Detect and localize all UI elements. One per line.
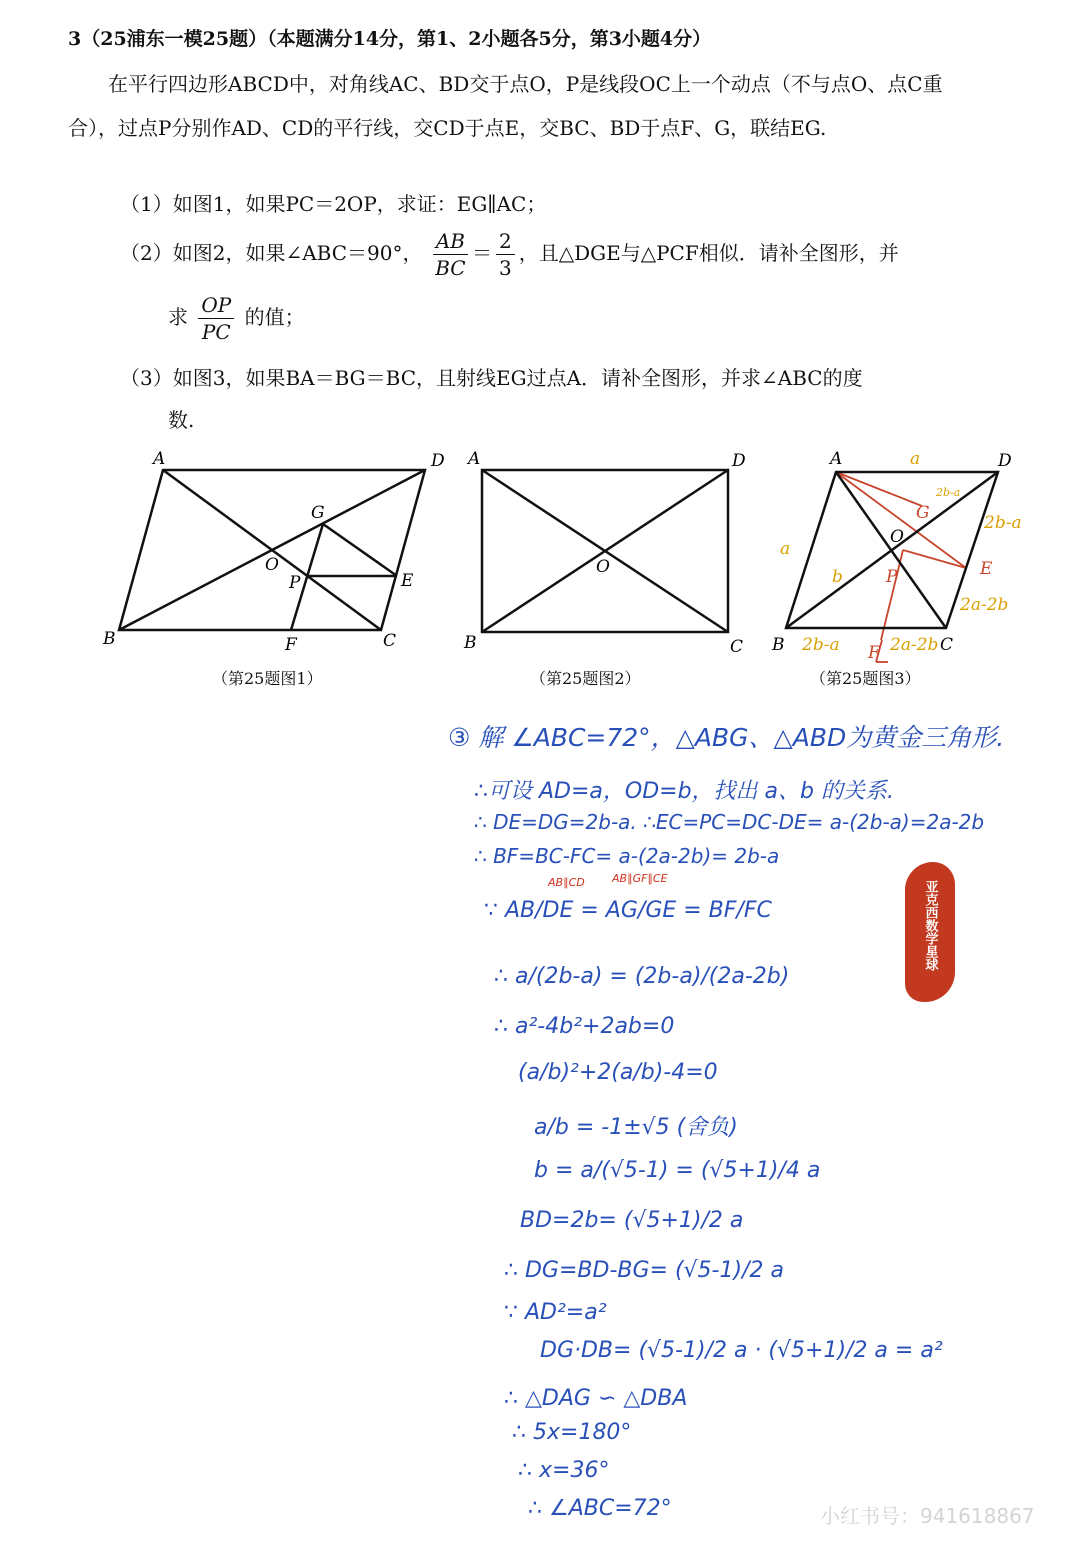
seal-stamp-text: 亚克西数学星球 [922, 880, 938, 971]
solution-line-14: DG·DB= (√5-1)/2 a · (√5+1)/2 a = a² [540, 1338, 943, 1363]
fig3-label-f: F [868, 643, 880, 663]
q2-op: OP [198, 292, 234, 319]
side-note-1: AB∥CD [548, 876, 585, 889]
solution-line-6: ∴ a/(2b-a) = (2b-a)/(2a-2b) [494, 964, 790, 989]
problem-title: 3（25浦东一模25题）（本题满分14分，第1、2小题各5分，第3小题4分） [68, 28, 712, 50]
fig1-label-c: C [383, 631, 397, 651]
fig3-label-e: E [980, 559, 993, 579]
solution-line-12: ∴ DG=BD-BG= (√5-1)/2 a [504, 1258, 784, 1283]
figure-2-caption: （第25题图2） [530, 669, 641, 688]
fig3-annot-de: 2b-a [984, 513, 1022, 533]
solution-line-10: b = a/(√5-1) = (√5+1)/4 a [534, 1158, 821, 1183]
fig2-label-o: O [596, 557, 610, 577]
fig3-annot-fc: 2a-2b [890, 635, 939, 655]
fig1-label-e: E [401, 571, 414, 591]
q2-line2-suffix: 的值； [244, 305, 305, 329]
fig3-annot-ad: a [910, 449, 921, 469]
q2-prefix: （2）如图2，如果∠ABC＝90°， [120, 241, 423, 265]
question-1: （1）如图1，如果PC＝2OP，求证：EG∥AC； [120, 192, 547, 216]
question-3: （3）如图3，如果BA＝BG＝BC，且射线EG过点A．请补全图形，并求∠ABC的度 [120, 366, 863, 390]
fig1-label-b: B [103, 629, 116, 649]
figure-2 [460, 440, 760, 660]
solution-line-15: ∴ △DAG ∽ △DBA [504, 1386, 688, 1411]
fig3-label-p: P [886, 567, 898, 587]
solution-line-18: ∴ ∠ABC=72° [528, 1496, 672, 1521]
fig1-label-f: F [285, 635, 297, 655]
fig3-annot-bf: 2b-a [802, 635, 840, 655]
solution-line-13: ∵ AD²=a² [504, 1300, 607, 1325]
fig1-label-g: G [311, 503, 325, 523]
watermark-text: 小红书号：941618867 [820, 1504, 1035, 1528]
solution-line-17: ∴ x=36° [518, 1458, 610, 1483]
figure-1-caption: （第25题图1） [212, 669, 323, 688]
q2-line2-prefix: 求 [168, 305, 188, 329]
q2-value-num: 2 [496, 228, 515, 255]
figure-3-caption: （第25题图3） [810, 669, 921, 688]
solution-line-5: ∵ AB/DE = AG/GE = BF/FC [484, 898, 772, 923]
solution-line-16: ∴ 5x=180° [512, 1420, 632, 1445]
fig2-label-b: B [464, 633, 477, 653]
fig2-label-d: D [732, 451, 746, 471]
q2-eq: ＝ [471, 241, 492, 265]
fig1-label-a: A [153, 449, 166, 469]
solution-line-11: BD=2b= (√5+1)/2 a [520, 1208, 744, 1233]
fig2-label-a: A [468, 449, 481, 469]
question-3-line2: 数. [168, 408, 195, 432]
solution-line-4: ∴ BF=BC-FC= a-(2a-2b)= 2b-a [474, 844, 780, 868]
fig3-label-d: D [998, 451, 1012, 471]
fig2-label-c: C [730, 637, 744, 657]
q2-ratio-fraction [433, 228, 468, 281]
solution-line-2: ∴可设 AD=a，OD=b，找出 a、b 的关系. [474, 779, 894, 804]
fig3-annot-ab: a [780, 539, 791, 559]
fig1-segment-ge [323, 524, 397, 576]
q2-op-pc-fraction [198, 292, 234, 345]
fig1-diagonal-bd [119, 470, 425, 630]
fig3-label-a: A [830, 449, 843, 469]
q2-value-fraction [496, 228, 515, 281]
solution-line-8: (a/b)²+2(a/b)-4=0 [518, 1060, 718, 1085]
side-note-2: AB∥GF∥CE [612, 872, 668, 885]
fig3-annot-ag: 2b-a [936, 486, 961, 499]
q2-suffix: ，且△DGE与△PCF相似．请补全图形，并 [518, 241, 899, 265]
solution-line-9: a/b = -1±√5 (舍负) [534, 1115, 738, 1140]
solution-line-7: ∴ a²-4b²+2ab=0 [494, 1014, 675, 1039]
fig3-annot-ob: b [832, 567, 843, 587]
problem-statement: 在平行四边形ABCD中，对角线AC、BD交于点O，P是线段OC上一个动点（不与点O、点C重合），过点P分别作AD、CD的平行线，交CD于点E，交BC、BD于点F、G，联结EG. [68, 72, 943, 140]
fig3-label-o: O [890, 527, 904, 547]
q2-pc: PC [201, 320, 231, 344]
question-2-line2 [168, 292, 305, 345]
solution-line-1: ③ 解 ∠ABC=72°，△ABG、△ABD为黄金三角形. [448, 723, 1005, 752]
fig3-label-b: B [772, 635, 785, 655]
solution-line-3: ∴ DE=DG=2b-a. ∴EC=PC=DC-DE= a-(2b-a)=2a-2b [474, 810, 985, 834]
fig1-label-d: D [431, 451, 445, 471]
q2-value-den: 3 [498, 256, 512, 280]
question-2 [120, 228, 899, 281]
fig1-label-p: P [289, 573, 301, 593]
q2-ratio-den: BC [435, 256, 466, 280]
figure-3 [770, 440, 1070, 663]
figure-1 [95, 440, 445, 660]
q2-ratio-num: AB [433, 228, 468, 255]
seal-stamp [905, 862, 955, 1002]
fig3-label-g: G [916, 503, 930, 523]
fig3-annot-ec: 2a-2b [960, 595, 1009, 615]
fig1-label-o: O [265, 555, 279, 575]
fig3-label-c: C [940, 635, 954, 655]
